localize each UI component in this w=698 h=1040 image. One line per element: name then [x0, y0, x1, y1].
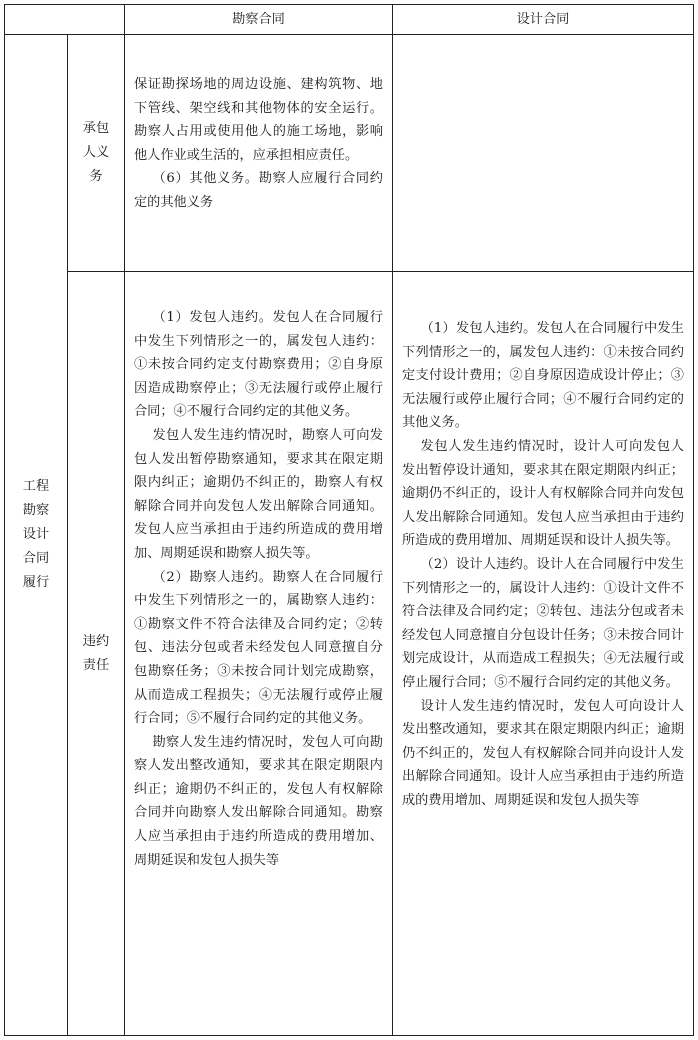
- paragraph: 发包人发生违约情况时，设计人可向发包人发出暂停设计通知，要求其在限定期限内纠正；逾期仍不纠正的，设计人有权解除合同并向发包人发出解除合同通知。发包人应当承担由于违约所造成的费用增加、周期延误和设计人损失等。: [402, 438, 684, 549]
- table-row-breach-liability: [5, 272, 694, 1036]
- header-row: [5, 5, 694, 35]
- paragraph: 勘察人发生违约情况时，发包人可向勘察人发出整改通知，要求其在限定期限内纠正；逾期仍不纠正的，发包人有权解除合同并向勘察人发出解除合同通知。勘察人应当承担由于违约所造成的费用增加、周期延误和发包人损失等: [134, 734, 383, 868]
- design-obligations-cell: [393, 35, 694, 272]
- paragraph: 保证勘探场地的周边设施、建构筑物、地下管线、架空线和其他物体的安全运行。勘察人占用或使用他人的施工场地，影响他人作业或生活的，应承担相应责任。: [134, 77, 383, 163]
- paragraph: 发包人发生违约情况时，勘察人可向发包人发出暂停勘察通知，要求其在限定期限内纠正；逾期仍不纠正的，勘察人有权解除合同并向发包人发出解除合同通知。发包人应当承担由于违约所造成的费用增加、周期延误和勘察人损失等。: [134, 427, 383, 561]
- section-label-cell: [5, 35, 68, 1036]
- survey-liability-cell: [125, 272, 393, 1036]
- header-design-contract: 设计合同: [393, 5, 694, 35]
- survey-obligations-cell: [125, 35, 393, 272]
- header-corner-cell: [5, 5, 125, 35]
- row-label-liability: 违约责任: [82, 633, 110, 673]
- paragraph: （1）发包人违约。发包人在合同履行中发生下列情形之一的，属发包人违约：①未按合同约定支付设计费用；②自身原因造成设计停止；③无法履行或停止履行合同；④不履行合同约定的其他义务。: [402, 321, 684, 431]
- paragraph: 设计人发生违约情况时，发包人可向设计人发出整改通知，要求其在限定期限内纠正；逾期仍不纠正的，发包人有权解除合同并向设计人发出解除合同通知。设计人应当承担由于违约所造成的费用增加、周期延误和发包人损失等: [402, 698, 684, 808]
- row-label-obligations: 承包人义务: [82, 121, 110, 184]
- design-liability-cell: [393, 272, 694, 1036]
- row-label-cell: [68, 35, 125, 272]
- table-row-contractor-obligations: [5, 35, 694, 272]
- row-label-cell: [68, 272, 125, 1036]
- paragraph: （2）勘察人违约。勘察人在合同履行中发生下列情形之一的，属勘察人违约：①勘察文件不符合法律及合同约定；②转包、违法分包或者未经发包人同意擅自分包勘察任务；③未按合同计划完成勘察，从而造成工程损失；④无法履行或停止履行合同；⑤不履行合同约定的其他义务。: [134, 569, 383, 727]
- paragraph: （6）其他义务。勘察人应履行合同约定的其他义务: [134, 171, 383, 210]
- contract-comparison-table: [4, 4, 694, 1036]
- paragraph: （2）设计人违约。设计人在合同履行中发生下列情形之一的，属设计人违约：①设计文件不符合法律及合同约定；②转包、违法分包或者未经发包人同意擅自分包设计任务；③未按合同计划完成设计，从而造成工程损失；④无法履行或停止履行合同；⑤不履行合同约定的其他义务。: [402, 556, 684, 690]
- header-survey-contract: 勘察合同: [125, 5, 393, 35]
- paragraph: （1）发包人违约。发包人在合同履行中发生下列情形之一的，属发包人违约：①未按合同约定支付勘察费用；②自身原因造成勘察停止；③无法履行或停止履行合同；④不履行合同约定的其他义务。: [134, 310, 383, 420]
- section-label: 工程勘察设计合同履行: [22, 479, 50, 590]
